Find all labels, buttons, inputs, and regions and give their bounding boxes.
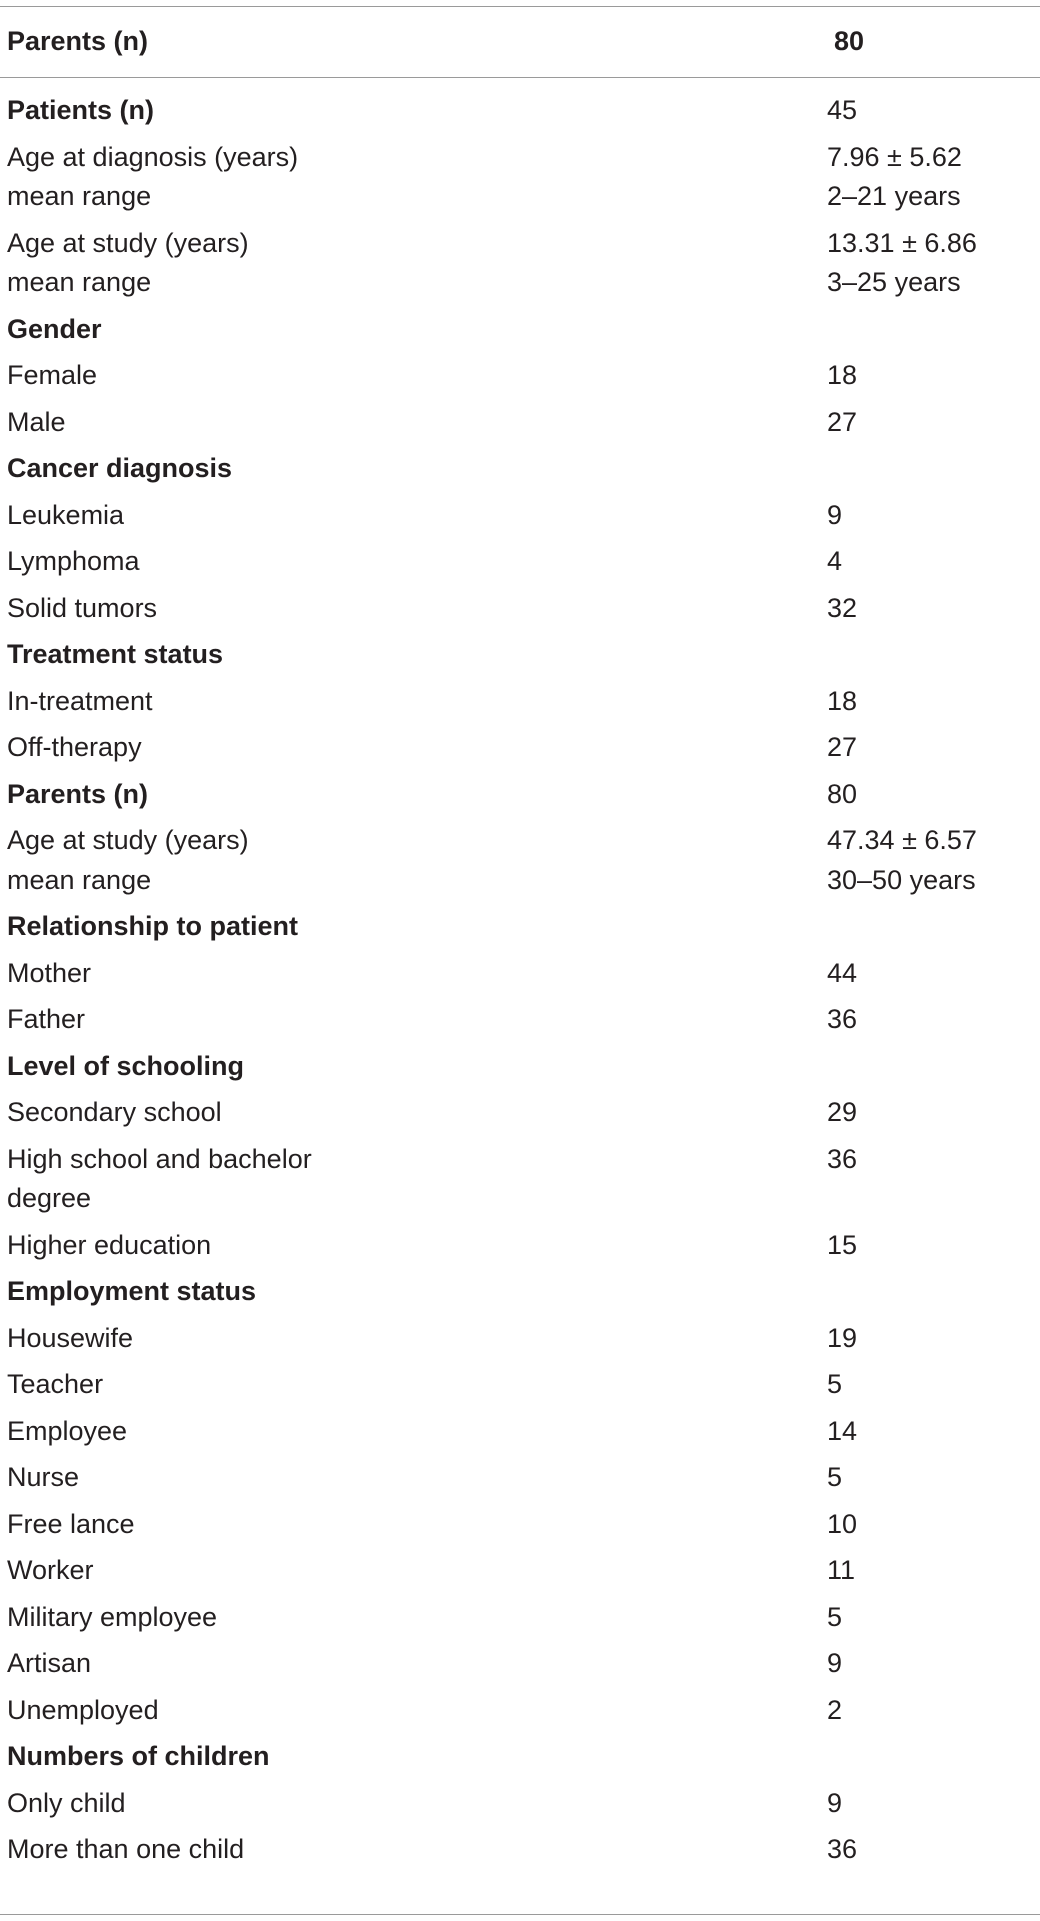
- row-value-cell: [827, 1784, 842, 1824]
- row-value: 10: [827, 1508, 858, 1539]
- row-sublabel: mean range: [7, 267, 152, 297]
- table-row: [0, 996, 1040, 1043]
- row-value: 27: [827, 406, 858, 437]
- row-value-cell: [827, 1598, 842, 1638]
- table-row: [0, 1315, 1040, 1362]
- row-label-cell: [0, 682, 827, 722]
- row-value-cell: [827, 1000, 857, 1040]
- row-label-cell: [0, 1412, 827, 1452]
- row-label-cell: [0, 1691, 827, 1731]
- row-value: 36: [827, 1004, 858, 1034]
- row-label-cell: [0, 91, 827, 131]
- row-value-cell: [827, 1093, 857, 1133]
- row-label-cell: [0, 1830, 827, 1870]
- row-value-cell: [827, 356, 857, 396]
- row-label: In-treatment: [7, 685, 153, 716]
- table-row: [0, 399, 1040, 446]
- section-header-row: [0, 1268, 1040, 1315]
- row-value: 29: [827, 1097, 858, 1127]
- row-label-cell: [0, 224, 827, 303]
- row-label-cell: [0, 1505, 827, 1545]
- row-label: Unemployed: [7, 1694, 159, 1725]
- row-label: Age at study (years): [7, 825, 249, 855]
- row-value: 18: [827, 360, 858, 390]
- table-row: [0, 1826, 1040, 1873]
- row-subvalue: 30–50 years: [827, 864, 976, 895]
- row-value-cell: [827, 496, 842, 536]
- table-body: [0, 87, 1040, 1873]
- row-value-cell: [827, 589, 857, 629]
- row-sublabel: mean range: [7, 181, 152, 211]
- row-value: 2: [827, 1694, 843, 1725]
- row-label: Off-therapy: [7, 732, 142, 762]
- row-value-cell: [827, 403, 857, 443]
- row-label-cell: [0, 1093, 827, 1133]
- table-row: [0, 352, 1040, 399]
- row-value: 19: [827, 1322, 858, 1353]
- section-header-row: [0, 306, 1040, 353]
- row-label-cell: [0, 356, 827, 396]
- table-row: [0, 1408, 1040, 1455]
- row-value: 80: [827, 778, 858, 809]
- section-header-row: [0, 631, 1040, 678]
- row-value-cell: [827, 138, 962, 217]
- row-subvalue: 3–25 years: [827, 267, 961, 297]
- row-label: Secondary school: [7, 1097, 222, 1127]
- table-bottom-rule: [0, 1914, 1040, 1915]
- table-header-row: [0, 6, 1040, 77]
- table-row: [0, 950, 1040, 997]
- row-label: Worker: [7, 1555, 94, 1585]
- header-value: 80: [834, 26, 865, 56]
- row-value-cell: [827, 91, 857, 131]
- row-value: 14: [827, 1415, 858, 1446]
- row-label-cell: [0, 1784, 827, 1824]
- row-value: 5: [827, 1601, 843, 1632]
- row-value-cell: [827, 682, 857, 722]
- row-label-cell: [0, 1272, 827, 1312]
- row-value: 5: [827, 1462, 843, 1492]
- section-header-row: [0, 87, 1040, 134]
- row-label: High school and bachelor degree: [7, 1143, 312, 1213]
- row-label: Cancer diagnosis: [7, 453, 233, 483]
- row-value: 13.31 ± 6.86: [827, 227, 977, 258]
- row-label: Military employee: [7, 1601, 218, 1632]
- row-label: Male: [7, 406, 66, 437]
- table-row: [0, 1089, 1040, 1136]
- row-label-cell: [0, 635, 827, 675]
- row-label: Gender: [7, 313, 102, 344]
- row-label: Parents (n): [7, 778, 149, 809]
- row-label: Employment status: [7, 1276, 257, 1306]
- row-value: 36: [827, 1834, 858, 1864]
- row-label: Nurse: [7, 1462, 80, 1492]
- row-value-cell: [827, 1644, 842, 1684]
- row-label: Housewife: [7, 1322, 134, 1353]
- row-value: 32: [827, 592, 858, 623]
- row-label-cell: [0, 1140, 827, 1219]
- row-label: Leukemia: [7, 499, 125, 530]
- row-value-cell: [827, 1365, 842, 1405]
- table-row: [0, 134, 1040, 220]
- table-row: [0, 1594, 1040, 1641]
- row-value-cell: [827, 1319, 857, 1359]
- section-header-row: [0, 1043, 1040, 1090]
- table-row: [0, 1547, 1040, 1594]
- row-label-cell: [0, 542, 827, 582]
- row-label-cell: [0, 310, 827, 350]
- table-row: [0, 1640, 1040, 1687]
- table-row: [0, 1501, 1040, 1548]
- row-value-cell: [827, 1226, 857, 1266]
- row-value: 15: [827, 1229, 858, 1260]
- row-value: 4: [827, 546, 843, 576]
- table-row: [0, 1222, 1040, 1269]
- row-label: Female: [7, 360, 98, 390]
- row-label-cell: [0, 496, 827, 536]
- row-label-cell: [0, 954, 827, 994]
- row-sublabel: mean range: [7, 864, 152, 895]
- row-value: 27: [827, 732, 858, 762]
- row-value: 36: [827, 1143, 858, 1174]
- table-row: [0, 1361, 1040, 1408]
- row-value-cell: [827, 542, 842, 582]
- row-label: Relationship to patient: [7, 911, 299, 941]
- row-label-cell: [0, 1047, 827, 1087]
- row-label: Employee: [7, 1415, 128, 1446]
- section-header-row: [0, 771, 1040, 818]
- row-label-cell: [0, 589, 827, 629]
- table-row: [0, 220, 1040, 306]
- table-row: [0, 724, 1040, 771]
- row-label-cell: [0, 821, 827, 900]
- table-row: [0, 1780, 1040, 1827]
- section-header-row: [0, 903, 1040, 950]
- row-label: More than one child: [7, 1834, 245, 1864]
- table-row: [0, 538, 1040, 585]
- row-value-cell: [827, 1551, 855, 1591]
- table-row: [0, 492, 1040, 539]
- row-label-cell: [0, 1319, 827, 1359]
- section-header-row: [0, 445, 1040, 492]
- row-value: 11: [827, 1555, 856, 1585]
- row-value: 9: [827, 1648, 843, 1678]
- row-label: Numbers of children: [7, 1741, 270, 1771]
- row-label: Lymphoma: [7, 546, 140, 576]
- row-value-cell: [827, 775, 857, 815]
- row-label: Higher education: [7, 1229, 212, 1260]
- row-label: Artisan: [7, 1648, 92, 1678]
- row-label: Free lance: [7, 1508, 135, 1539]
- row-value: 18: [827, 685, 858, 716]
- row-label-cell: [0, 1226, 827, 1266]
- row-value: 7.96 ± 5.62: [827, 141, 962, 172]
- row-label: Mother: [7, 957, 92, 988]
- row-value-cell: [827, 1412, 857, 1452]
- row-value: 45: [827, 95, 858, 125]
- table-row: [0, 1136, 1040, 1222]
- row-value: 9: [827, 499, 843, 530]
- row-label: Age at study (years): [7, 227, 249, 258]
- row-label-cell: [0, 138, 827, 217]
- table-row: [0, 678, 1040, 725]
- row-label: Treatment status: [7, 639, 224, 669]
- table-header-rule: [0, 77, 1040, 78]
- row-label-cell: [0, 775, 827, 815]
- table-row: [0, 817, 1040, 903]
- row-value-cell: [827, 1691, 842, 1731]
- row-value-cell: [827, 1458, 842, 1498]
- row-label-cell: [0, 728, 827, 768]
- row-label-cell: [0, 403, 827, 443]
- header-label: Parents (n): [7, 26, 149, 56]
- row-value-cell: [827, 1505, 857, 1545]
- row-value-cell: [827, 224, 977, 303]
- row-subvalue: 2–21 years: [827, 181, 961, 211]
- row-value: 44: [827, 957, 858, 988]
- row-label: Age at diagnosis (years): [7, 141, 299, 172]
- row-label-cell: [0, 1365, 827, 1405]
- row-label: Level of schooling: [7, 1050, 245, 1081]
- row-value: 47.34 ± 6.57: [827, 825, 977, 855]
- row-label-cell: [0, 1644, 827, 1684]
- row-value: 5: [827, 1369, 843, 1399]
- row-value-cell: [827, 728, 857, 768]
- row-label: Solid tumors: [7, 592, 158, 623]
- table-row: [0, 585, 1040, 632]
- row-label: Patients (n): [7, 95, 155, 125]
- row-label: Father: [7, 1004, 86, 1034]
- section-header-row: [0, 1733, 1040, 1780]
- row-value: 9: [827, 1787, 843, 1818]
- row-value-cell: [827, 1830, 857, 1870]
- row-value-cell: [827, 1140, 857, 1180]
- row-label: Only child: [7, 1787, 126, 1818]
- row-label-cell: [0, 1458, 827, 1498]
- row-label: Teacher: [7, 1369, 104, 1399]
- row-label-cell: [0, 1551, 827, 1591]
- table-row: [0, 1454, 1040, 1501]
- row-label-cell: [0, 1598, 827, 1638]
- table-row: [0, 1687, 1040, 1734]
- row-value-cell: [827, 954, 857, 994]
- row-label-cell: [0, 907, 827, 947]
- row-label-cell: [0, 449, 827, 489]
- row-label-cell: [0, 1737, 827, 1777]
- row-value-cell: [827, 821, 977, 900]
- row-label-cell: [0, 1000, 827, 1040]
